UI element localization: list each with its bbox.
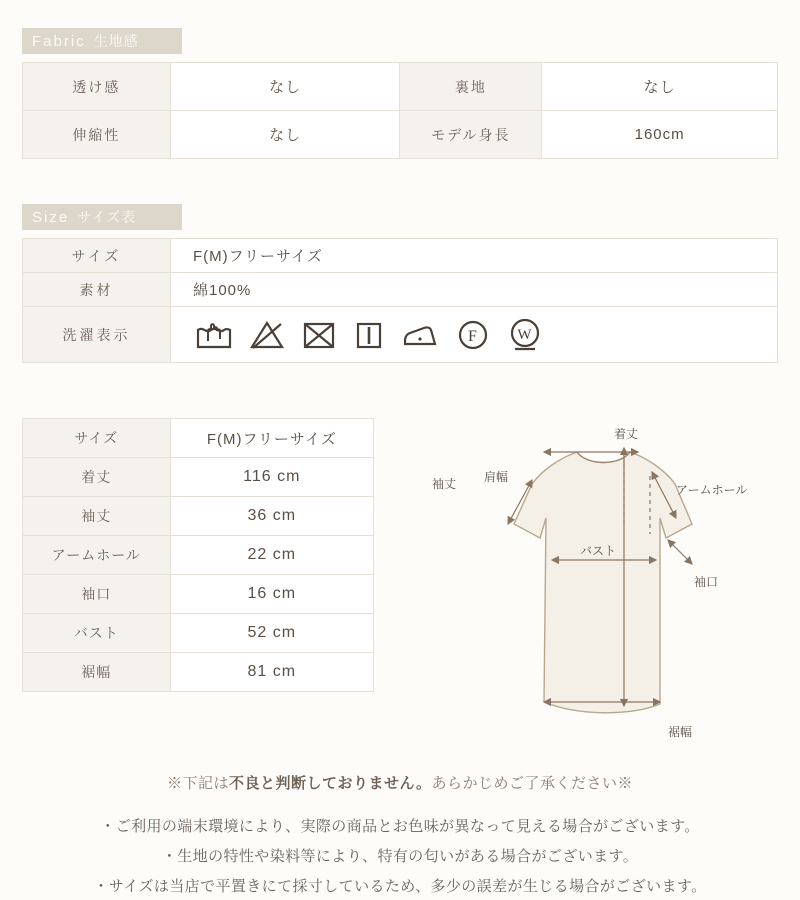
section-header-fabric bbox=[22, 28, 182, 54]
list-item: ・ご利用の端末環境により、実際の商品とお色味が異なって見える場合がございます。 bbox=[100, 818, 700, 835]
notes-title-prefix: ※下記は bbox=[167, 775, 230, 792]
diagram-label-armhole: アームホール bbox=[676, 483, 748, 497]
svg-text:W: W bbox=[517, 326, 533, 343]
notes-title bbox=[0, 772, 800, 793]
diagram-label-sleeve-length: 袖丈 bbox=[432, 477, 457, 491]
meas-value-sleeve: 36 cm bbox=[170, 497, 373, 536]
meas-header-label: サイズ bbox=[23, 419, 171, 458]
meas-label-hem: 裾幅 bbox=[23, 653, 171, 692]
fabric-value-stretch: なし bbox=[170, 111, 400, 159]
meas-header-value: F(M)フリーサイズ bbox=[170, 419, 373, 458]
wet-clean-w-icon bbox=[506, 316, 544, 354]
meas-label-armhole: アームホール bbox=[23, 536, 171, 575]
size-spec-table bbox=[22, 238, 778, 363]
size-label-material: 素材 bbox=[23, 273, 171, 307]
section-header-size bbox=[22, 204, 182, 230]
table-row bbox=[23, 575, 374, 614]
diagram-label-cuff: 袖口 bbox=[694, 575, 719, 589]
section-header-size-jp: サイズ表 bbox=[77, 209, 137, 225]
meas-value-cuff: 16 cm bbox=[170, 575, 373, 614]
measurement-table bbox=[22, 418, 374, 692]
drip-dry-in-shade-icon bbox=[352, 317, 386, 353]
notes-title-bold: 不良と判断しておりません。 bbox=[229, 775, 432, 792]
diagram-label-hem-width: 裾幅 bbox=[668, 725, 693, 739]
meas-value-length: 116 cm bbox=[170, 458, 373, 497]
size-value-material: 綿100% bbox=[171, 273, 778, 307]
fabric-value-lining: なし bbox=[542, 63, 778, 111]
size-value-size: F(M)フリーサイズ bbox=[171, 239, 778, 273]
iron-low-icon bbox=[400, 317, 440, 353]
fabric-value-sheerness: なし bbox=[170, 63, 400, 111]
meas-value-bust: 52 cm bbox=[170, 614, 373, 653]
fabric-label-sheerness: 透け感 bbox=[23, 63, 171, 111]
meas-label-length: 着丈 bbox=[23, 458, 171, 497]
section-header-fabric-jp: 生地感 bbox=[93, 33, 139, 49]
meas-label-bust: バスト bbox=[23, 614, 171, 653]
diagram-label-length: 着丈 bbox=[614, 427, 639, 441]
meas-label-sleeve: 袖丈 bbox=[23, 497, 171, 536]
table-row bbox=[23, 653, 374, 692]
meas-value-hem: 81 cm bbox=[170, 653, 373, 692]
table-row bbox=[23, 273, 778, 307]
list-item: ・生地の特性や染料等により、特有の匂いがある場合がございます。 bbox=[161, 848, 639, 865]
fabric-label-model-height: モデル身長 bbox=[400, 111, 542, 159]
svg-text:F: F bbox=[468, 327, 478, 345]
no-bleach-icon bbox=[248, 317, 286, 353]
no-tumble-dry-icon bbox=[300, 317, 338, 353]
table-row bbox=[23, 307, 778, 363]
fabric-table bbox=[22, 62, 778, 159]
table-row bbox=[23, 63, 778, 111]
diagram-label-shoulder-width: 肩幅 bbox=[484, 470, 509, 484]
section-header-size-en: Size bbox=[32, 208, 70, 226]
dry-clean-f-icon bbox=[454, 316, 492, 354]
garment-measurement-diagram bbox=[392, 414, 784, 754]
size-label-size: サイズ bbox=[23, 239, 171, 273]
table-row bbox=[23, 497, 374, 536]
wash-care-icon-group bbox=[172, 308, 776, 361]
table-row bbox=[23, 614, 374, 653]
list-item: ・サイズは当店で平置きにて採寸しているため、多少の誤差が生じる場合がございます。 bbox=[93, 878, 707, 895]
notes-list bbox=[0, 812, 800, 900]
diagram-label-bust: バスト bbox=[580, 544, 617, 558]
meas-label-cuff: 袖口 bbox=[23, 575, 171, 614]
table-row bbox=[23, 536, 374, 575]
section-header-fabric-en: Fabric bbox=[32, 32, 86, 50]
size-label-care: 洗濯表示 bbox=[23, 307, 171, 363]
fabric-label-stretch: 伸縮性 bbox=[23, 111, 171, 159]
hand-wash-icon bbox=[194, 317, 234, 353]
notes-title-suffix: あらかじめご了承ください※ bbox=[431, 775, 633, 792]
fabric-value-model-height: 160cm bbox=[542, 111, 778, 159]
meas-value-armhole: 22 cm bbox=[170, 536, 373, 575]
size-value-care bbox=[171, 307, 778, 363]
fabric-label-lining: 裏地 bbox=[400, 63, 542, 111]
table-row bbox=[23, 111, 778, 159]
table-row bbox=[23, 419, 374, 458]
table-row bbox=[23, 239, 778, 273]
table-row bbox=[23, 458, 374, 497]
